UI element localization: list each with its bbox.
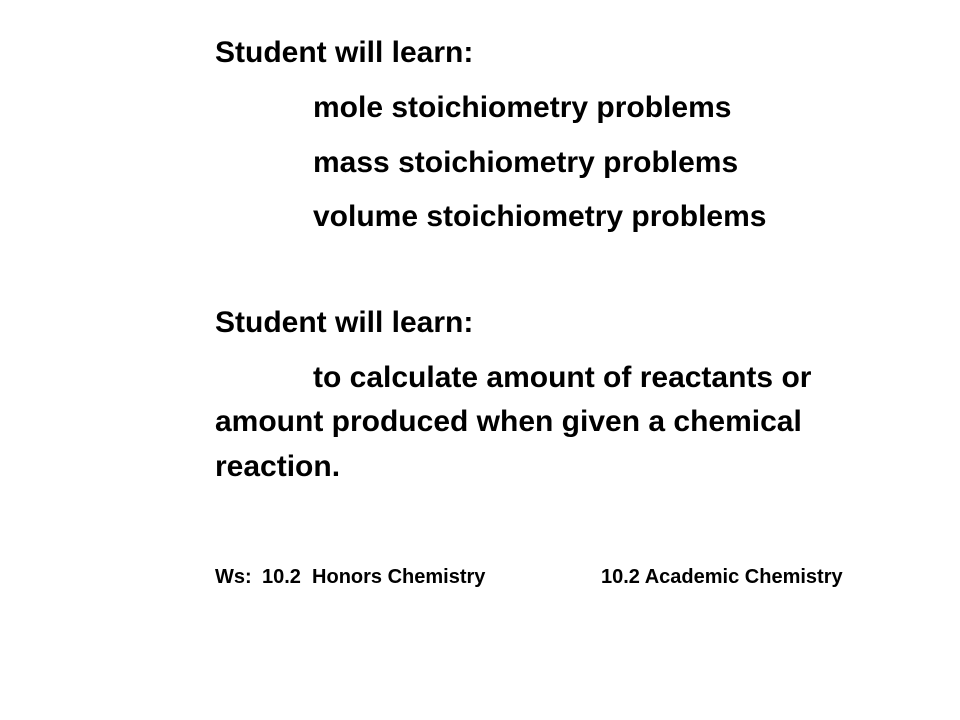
section1-heading: Student will learn: <box>215 36 474 69</box>
worksheet-label: Ws: <box>215 566 252 588</box>
objective-calc-line2: amount produced when given a chemical <box>215 405 802 438</box>
objective-mass: mass stoichiometry problems <box>313 146 739 179</box>
objective-volume: volume stoichiometry problems <box>313 200 767 233</box>
worksheet-academic: 10.2 Academic Chemistry <box>601 566 843 588</box>
objective-calc-line3: reaction. <box>215 450 341 483</box>
worksheet-honors: 10.2 Honors Chemistry <box>262 566 486 588</box>
objective-calc-line1: to calculate amount of reactants or <box>313 361 812 394</box>
section2-heading: Student will learn: <box>215 306 474 339</box>
objective-mole: mole stoichiometry problems <box>313 91 732 124</box>
